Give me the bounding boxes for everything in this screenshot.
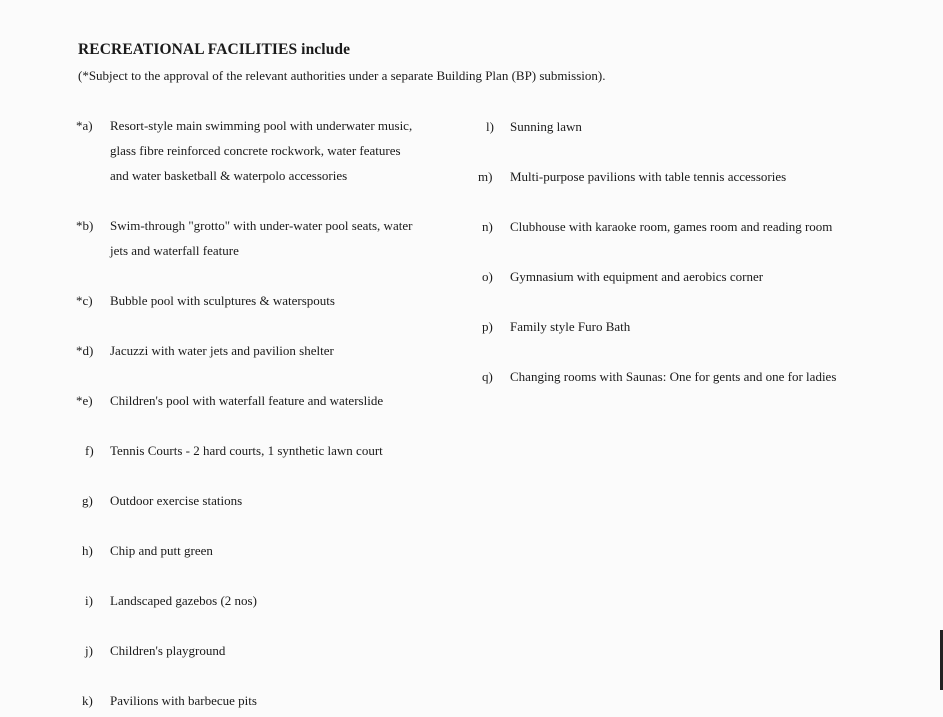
item-label: *b) bbox=[76, 218, 94, 233]
item-text: jets and waterfall feature bbox=[110, 243, 239, 258]
item-label: k) bbox=[82, 693, 93, 708]
item-label: *a) bbox=[76, 118, 93, 133]
item-label: i) bbox=[85, 593, 93, 608]
item-label: f) bbox=[85, 443, 94, 458]
item-label: q) bbox=[482, 369, 493, 384]
item-label: o) bbox=[482, 269, 493, 284]
item-text: Family style Furo Bath bbox=[510, 319, 631, 334]
item-text: Tennis Courts - 2 hard courts, 1 synthetic lawn court bbox=[110, 443, 383, 458]
item-text: Gymnasium with equipment and aerobics corner bbox=[510, 269, 764, 284]
item-text: glass fibre reinforced concrete rockwork, water features bbox=[110, 143, 401, 158]
item-text: Sunning lawn bbox=[510, 119, 582, 134]
item-label: n) bbox=[482, 219, 493, 234]
item-text: Pavilions with barbecue pits bbox=[110, 693, 257, 708]
item-text: Changing rooms with Saunas: One for gents and one for ladies bbox=[510, 369, 837, 384]
item-text: and water basketball & waterpolo accessories bbox=[110, 168, 348, 183]
item-label: *c) bbox=[76, 293, 93, 308]
approval-note: (*Subject to the approval of the relevant authorities under a separate Building Plan (BP) submission). bbox=[78, 68, 606, 83]
item-text: Outdoor exercise stations bbox=[110, 493, 243, 508]
item-label: *e) bbox=[76, 393, 93, 408]
item-text: Multi-purpose pavilions with table tennis accessories bbox=[510, 169, 787, 184]
item-text: Jacuzzi with water jets and pavilion shelter bbox=[110, 343, 334, 358]
item-label: m) bbox=[478, 169, 493, 184]
item-label: h) bbox=[82, 543, 93, 558]
item-label: j) bbox=[85, 643, 93, 658]
item-text: Clubhouse with karaoke room, games room and reading room bbox=[510, 219, 833, 234]
item-text: Chip and putt green bbox=[110, 543, 213, 558]
item-label: *d) bbox=[76, 343, 94, 358]
page-title: RECREATIONAL FACILITIES include bbox=[78, 41, 351, 58]
item-text: Landscaped gazebos (2 nos) bbox=[110, 593, 257, 608]
item-label: g) bbox=[82, 493, 93, 508]
item-label: p) bbox=[482, 319, 493, 334]
item-label: l) bbox=[486, 119, 494, 134]
item-text: Children's playground bbox=[110, 643, 226, 658]
item-text: Children's pool with waterfall feature and waterslide bbox=[110, 393, 384, 408]
item-text: Resort-style main swimming pool with underwater music, bbox=[110, 118, 413, 133]
item-text: Bubble pool with sculptures & waterspouts bbox=[110, 293, 335, 308]
item-text: Swim-through "grotto" with under-water pool seats, water bbox=[110, 218, 413, 233]
